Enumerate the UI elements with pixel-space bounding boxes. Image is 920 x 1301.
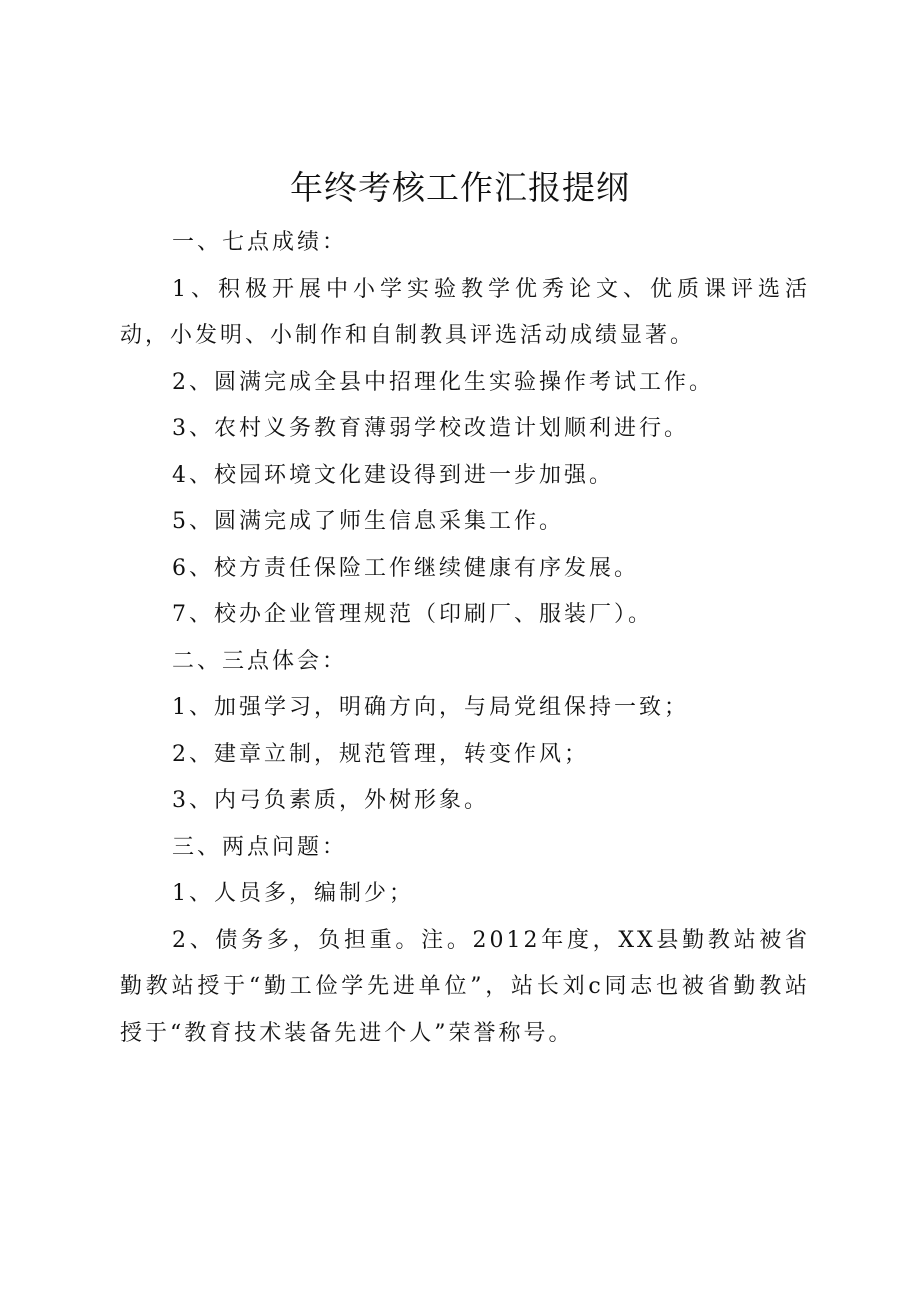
document-title: 年终考核工作汇报提纲 [290, 168, 630, 207]
document-body [120, 220, 810, 1057]
list-item: 3、内弓负素质，外树形象。 [172, 788, 489, 813]
list-item: 2、建章立制，规范管理，转变作风； [172, 741, 589, 767]
list-item: 1、积极开展中小学实验教学优秀论文、优质课评选活动，小发明、小制作和自制教具评选活动成绩显著。 [120, 276, 810, 348]
list-item: 3、农村义务教育薄弱学校改造计划顺利进行。 [172, 416, 689, 441]
list-item: 1、加强学习，明确方向，与局党组保持一致； [172, 695, 689, 720]
list-item: 2、圆满完成全县中招理化生实验操作考试工作。 [172, 369, 714, 395]
section-heading-problems: 三、两点问题： [172, 834, 348, 860]
list-item: 4、校园环境文化建设得到进一步加强。 [172, 462, 614, 488]
list-item: 6、校方责任保险工作继续健康有序发展。 [172, 555, 639, 581]
list-item: 5、圆满完成了师生信息采集工作。 [172, 509, 564, 534]
list-item: 1、人员多，编制少； [172, 881, 414, 906]
section-heading-experiences: 二、三点体会： [172, 648, 348, 674]
list-item: 7、校办企业管理规范（印刷厂、服装厂）。 [172, 602, 653, 627]
section-heading-achievements: 一、七点成绩： [172, 230, 348, 255]
list-item: 2、债务多，负担重。注。2012年度，XX县勤教站被省勤教站授于“勤工俭学先进单位”，站长刘c同志也被省勤教站授于“教育技术装备先进个人”荣誉称号。 [120, 927, 810, 1046]
